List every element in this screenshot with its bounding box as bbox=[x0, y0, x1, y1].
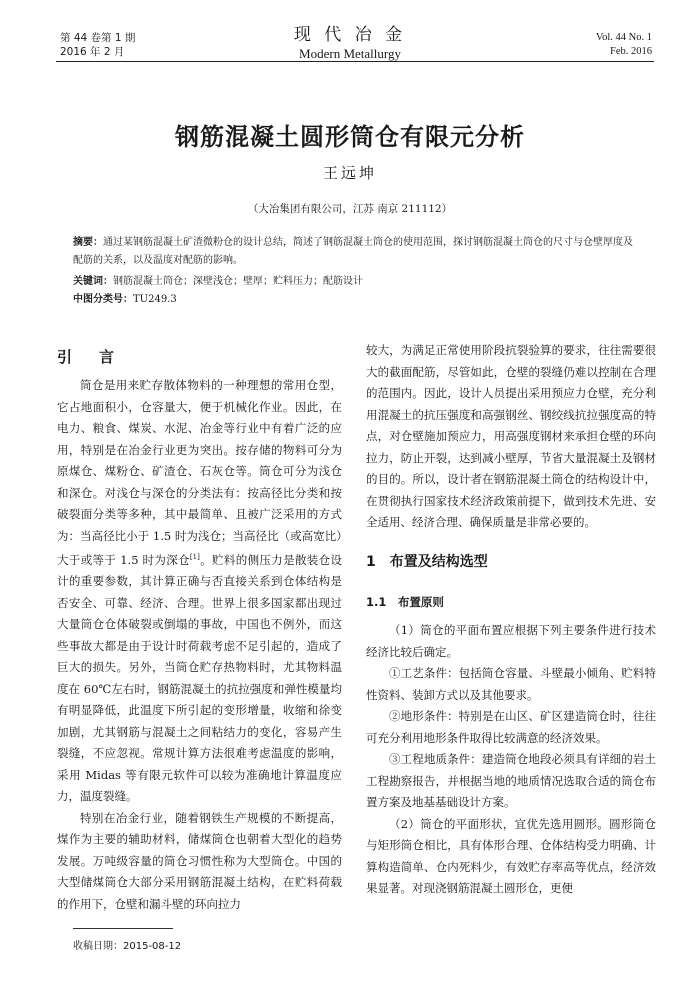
journal-name-cn: 现 代 冶 金 bbox=[293, 25, 407, 45]
right-paragraph-6: （2）筒仓的平面形状，宜优先选用圆形。圆形筒仓与矩形筒仓相比，具有体形合理、仓体结构受力明确、计算构造简单、仓内死料少，有效贮存率高等优点，经济效果显著。对现浇钢筋混凝土圆形仓，更便 bbox=[366, 816, 656, 895]
date-cn: 2016 年 2 月 bbox=[60, 46, 125, 58]
clc-text: TU249.3 bbox=[133, 294, 177, 305]
left-column bbox=[57, 375, 342, 915]
intro-paragraph-2: 特别在冶金行业，随着钢铁生产规模的不断提高，煤作为主要的辅助材料，储煤筒仓也朝着大型化的趋势发展。万吨级容量的筒仓习惯性称为大型筒仓。中国的大型储煤筒仓大部分采用钢筋混凝土结构，在贮料荷载的作用下，仓壁和漏斗壁的环向拉力 bbox=[57, 810, 342, 911]
volume-en: Vol. 44 No. 1 bbox=[595, 32, 652, 43]
citation-ref: [1] bbox=[189, 553, 200, 561]
received-date: 收稿日期：2015-08-12 bbox=[73, 941, 182, 952]
header-right bbox=[596, 31, 652, 59]
keywords-label: 关键词： bbox=[73, 276, 113, 287]
section-1-heading: 1 布置及结构选型 bbox=[366, 554, 488, 570]
intro-paragraph-1 bbox=[57, 375, 342, 808]
right-column-top bbox=[366, 340, 656, 534]
affiliation: （大冶集团有限公司，江苏 南京 211112） bbox=[247, 203, 453, 215]
intro-heading: 引 言 bbox=[57, 348, 121, 366]
section-1-1-heading: 1.1 布置原则 bbox=[366, 595, 444, 609]
footnote-rule bbox=[73, 928, 173, 929]
abstract-text: 通过某钢筋混凝土矿渣微粉仓的设计总结，简述了钢筋混凝土筒仓的使用范围，探讨钢筋混凝土筒仓的尺寸与仓壁厚度及配筋的关系，以及温度对配筋的影响。 bbox=[73, 237, 633, 266]
abstract bbox=[73, 234, 640, 270]
intro-p1-text: 筒仓是用来贮存散体物料的一种理想的常用仓型，它占地面积小，仓容量大，便于机械化作业。因此，在电力、粮食、煤炭、水泥、冶金等行业中有着广泛的应用，特别是在冶金行业更为突出。按存储的物料可分为原煤仓、煤粉仓、矿渣仓、石灰仓等。筒仓可分为浅仓和深仓。对浅仓与深仓的分类法有：按高径比分类和按破裂面分类等多种，其中最简单、且被广泛采用的方式为：当高径比小于 1.5 时为浅仓；当高径比（或高宽比）大于或等于 1.5 时为深仓 bbox=[57, 378, 342, 567]
volume-cn: 第 44 卷第 1 期 bbox=[60, 32, 136, 44]
keywords-block bbox=[73, 273, 640, 309]
right-paragraph-2: （1）筒仓的平面布置应根据下列主要条件进行技术经济比较后确定。 bbox=[366, 623, 656, 659]
keywords-text: 钢筋混凝土筒仓；深壁浅仓；壁厚；贮料压力；配筋设计 bbox=[113, 276, 363, 287]
right-paragraph-5: ③工程地质条件：建造筒仓地段必须具有详细的岩土工程勘察报告，并根据当地的地质情况选取合适的筒仓布置方案及地基基础设计方案。 bbox=[366, 752, 656, 809]
right-paragraph-1: 较大，为满足正常使用阶段抗裂验算的要求，往往需要很大的截面配筋，尽管如此，仓壁的裂缝仍难以控制在合理的范围内。因此，设计人员提出采用预应力仓壁，充分利用混凝土的抗压强度和高强钢丝、钢绞线抗拉强度高的特点，对仓壁施加预应力，用高强度钢材来承担仓壁的环向拉力，防止开裂，达到减小壁厚，节省大量混凝土及钢材的目的。所以，设计者在钢筋混凝土筒仓的结构设计中，在贯彻执行国家技术经济政策前提下，做到技术先进、安全适用、经济合理、确保质量是非常必要的。 bbox=[366, 343, 656, 529]
header-rule bbox=[56, 61, 654, 62]
abstract-label: 摘要： bbox=[73, 237, 103, 248]
right-column-bottom bbox=[366, 620, 656, 900]
right-paragraph-3: ①工艺条件：包括筒仓容量、斗壁最小倾角、贮料特性资料、装卸方式以及其他要求。 bbox=[366, 666, 656, 702]
date-en: Feb. 2016 bbox=[610, 46, 652, 57]
author: 王远坤 bbox=[322, 164, 377, 182]
clc-label: 中图分类号： bbox=[73, 294, 133, 305]
intro-p1-tail: 。贮料的侧压力是散装仓设计的重要参数，其计算正确与否直接关系到仓体结构是否安全、可靠、经济、合理。世界上很多国家都出现过大量筒仓仓体破裂或倒塌的事故，中国也不例外，而这些事故大都是由于设计时荷载考虑不足引起的，造成了巨大的损失。另外，当筒仓贮存热物料时，尤其物料温度在 60℃左右时，钢筋混凝土的抗拉强度和弹性模量均有明显降低，此温度下所引起的变形增量，收缩和徐变加剧，尤其钢筋与混凝土之间粘结力的变化，容易产生裂缝，不应忽视。常规计算方法很难考虑温度的影响，采用 Midas 等有限元软件可以较为准确地计算温度应力，温度裂缝。 bbox=[57, 552, 342, 804]
paper-title: 钢筋混凝土圆形筒仓有限元分析 bbox=[175, 123, 525, 151]
right-paragraph-4: ②地形条件：特别是在山区、矿区建造筒仓时，往往可充分利用地形条件取得比较满意的经济效果。 bbox=[366, 709, 656, 745]
journal-name-en: Modern Metallurgy bbox=[299, 46, 401, 61]
